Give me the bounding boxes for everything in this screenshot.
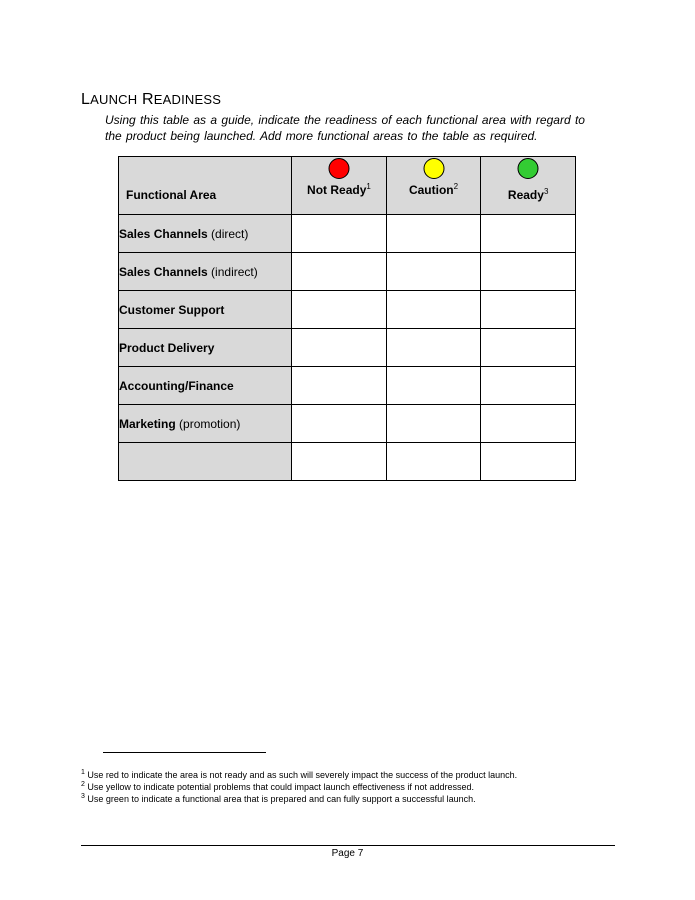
table-row	[119, 215, 576, 253]
intro-paragraph: Using this table as a guide, indicate the readiness of each functional area with regard to the product being launched. Add more functional areas to the table as required.	[105, 113, 585, 143]
not-ready-label: Not Ready$^1$	[307, 182, 371, 197]
ready-cell[interactable]	[481, 367, 576, 405]
heading-cap-1: L	[81, 91, 91, 108]
functional-area-header-label: Functional Area	[126, 188, 217, 202]
ready-cell[interactable]	[481, 215, 576, 253]
table-row	[119, 291, 576, 329]
footnote-ref-2: 2	[453, 182, 459, 191]
ready-cell[interactable]	[481, 253, 576, 291]
caution-cell[interactable]	[386, 405, 481, 443]
not-ready-cell[interactable]	[292, 215, 387, 253]
not-ready-cell[interactable]	[292, 367, 387, 405]
caution-cell[interactable]	[386, 291, 481, 329]
functional-area-header	[119, 157, 292, 215]
footnote-2: $^2$ Use yellow to indicate potential problems that could impact launch effectiveness if not addressed.	[81, 781, 474, 792]
area-cell: Product Delivery	[119, 329, 292, 367]
not-ready-cell[interactable]	[292, 443, 387, 481]
heading-rest-1: AUNCH	[90, 92, 138, 107]
footnote-ref-3: 3	[543, 187, 549, 196]
area-cell: Sales Channels (indirect)	[119, 253, 292, 291]
footnote-3: $^3$ Use green to indicate a functional area that is prepared and can fully support a successful launch.	[81, 793, 476, 804]
not-ready-cell[interactable]	[292, 291, 387, 329]
heading-cap-2: R	[142, 91, 154, 108]
heading-rest-2: EADINESS	[153, 92, 222, 107]
ready-label: Ready$^3$	[507, 187, 549, 202]
footnotes	[81, 769, 517, 805]
footnote-ref-1: 1	[366, 182, 371, 191]
ready-cell[interactable]	[481, 329, 576, 367]
caution-label: Caution$^2$	[408, 182, 459, 197]
area-cell: Marketing (promotion)	[119, 405, 292, 443]
table-row	[119, 253, 576, 291]
table-row	[119, 329, 576, 367]
caution-cell[interactable]	[386, 367, 481, 405]
caution-cell[interactable]	[386, 215, 481, 253]
table-row	[119, 367, 576, 405]
table-row	[119, 443, 576, 481]
caution-header	[386, 157, 481, 215]
ready-cell[interactable]	[481, 443, 576, 481]
caution-cell[interactable]	[386, 443, 481, 481]
footnote-1: $^1$ Use red to indicate the area is not ready and as such will severely impact the success of the product launch.	[81, 769, 518, 780]
area-cell-blank[interactable]	[119, 443, 292, 481]
caution-cell[interactable]	[386, 329, 481, 367]
not-ready-cell[interactable]	[292, 253, 387, 291]
yellow-light-icon	[423, 158, 444, 179]
area-cell: Sales Channels (direct)	[119, 215, 292, 253]
not-ready-cell[interactable]	[292, 329, 387, 367]
ready-header	[481, 157, 576, 215]
footer-rule	[81, 845, 615, 846]
page-number: Page 7	[331, 848, 364, 859]
red-light-icon	[328, 158, 349, 179]
not-ready-cell[interactable]	[292, 405, 387, 443]
table-row	[119, 405, 576, 443]
green-light-icon	[518, 158, 539, 179]
ready-cell[interactable]	[481, 405, 576, 443]
table-header-row	[119, 157, 576, 215]
readiness-table	[118, 156, 576, 481]
not-ready-header	[292, 157, 387, 215]
caution-cell[interactable]	[386, 253, 481, 291]
area-cell: Customer Support	[119, 291, 292, 329]
section-heading	[81, 91, 221, 109]
footnote-separator	[103, 752, 266, 753]
ready-cell[interactable]	[481, 291, 576, 329]
area-cell: Accounting/Finance	[119, 367, 292, 405]
